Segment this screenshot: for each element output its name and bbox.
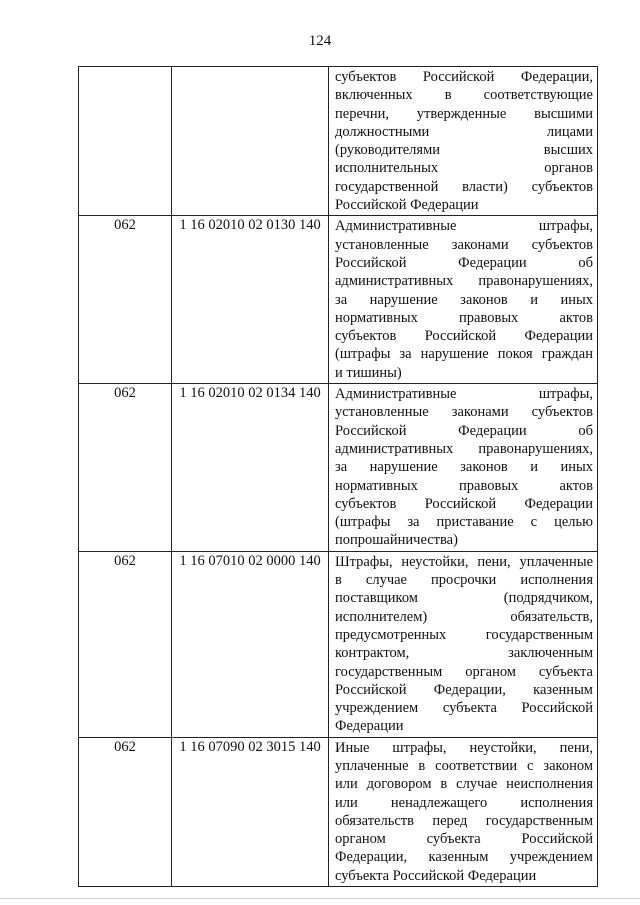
description-line: Иные штрафы, неустойки, пени, bbox=[335, 739, 593, 756]
description-line: поставщиком (подрядчиком, bbox=[335, 590, 593, 607]
description-line: за нарушение законов и иных bbox=[335, 291, 593, 308]
description-line: Российской Федерации об bbox=[335, 422, 593, 439]
description-line: (руководителями высших bbox=[335, 142, 593, 159]
description-line: административных правонарушениях, bbox=[335, 273, 593, 290]
income-description-cell bbox=[329, 216, 598, 384]
income-description bbox=[329, 384, 597, 551]
description-line: Федерации bbox=[335, 718, 404, 735]
description-line: субъектов Российской Федерации bbox=[335, 495, 593, 512]
description-line: субъектов Российской Федерации, bbox=[335, 69, 593, 85]
page-bottom-edge bbox=[0, 898, 640, 899]
description-line: (штрафы за приставание с целью bbox=[335, 514, 593, 531]
description-line: установленные законами субъектов bbox=[335, 404, 593, 421]
description-line: за нарушение законов и иных bbox=[335, 459, 593, 476]
description-line: обязательств перед государственным bbox=[335, 812, 593, 829]
description-line: исполнителем) обязательств, bbox=[335, 608, 593, 625]
description-line: Федерации, казенным учреждением bbox=[335, 849, 593, 866]
admin-code-cell: 062 bbox=[79, 551, 172, 737]
description-line: государственным органом субъекта bbox=[335, 663, 593, 680]
budget-classification-code-cell bbox=[172, 67, 329, 216]
budget-classification-code-cell: 1 16 07010 02 0000 140 bbox=[172, 551, 329, 737]
description-line: Российской Федерации bbox=[335, 197, 479, 214]
budget-classification-code-cell: 1 16 02010 02 0134 140 bbox=[172, 384, 329, 552]
description-line: нормативных правовых актов bbox=[335, 477, 593, 494]
income-description-cell bbox=[329, 384, 598, 552]
income-description bbox=[329, 216, 597, 383]
table-row bbox=[79, 67, 598, 216]
description-line: (штрафы за нарушение покоя граждан bbox=[335, 346, 593, 363]
description-line: должностными лицами bbox=[335, 123, 593, 140]
description-line: или ненадлежащего исполнения bbox=[335, 794, 593, 811]
income-description-cell bbox=[329, 737, 598, 886]
income-description-cell bbox=[329, 67, 598, 216]
table-row bbox=[79, 384, 598, 552]
income-description bbox=[329, 738, 597, 886]
description-line: и тишины) bbox=[335, 364, 402, 381]
description-line: Штрафы, неустойки, пени, уплаченные bbox=[335, 553, 593, 570]
admin-code-cell: 062 bbox=[79, 384, 172, 552]
description-line: Административные штрафы, bbox=[335, 218, 593, 235]
admin-code-cell bbox=[79, 67, 172, 216]
description-line: установленные законами субъектов bbox=[335, 236, 593, 253]
admin-code-cell: 062 bbox=[79, 737, 172, 886]
description-line: нормативных правовых актов bbox=[335, 309, 593, 326]
description-line: предусмотренных государственным bbox=[335, 626, 593, 643]
income-description bbox=[329, 552, 597, 737]
description-line: субъектов Российской Федерации bbox=[335, 328, 593, 345]
description-line: субъекта Российской Федерации bbox=[335, 867, 537, 884]
description-line: в случае просрочки исполнения bbox=[335, 572, 593, 589]
description-line: исполнительных органов bbox=[335, 160, 593, 177]
income-description-cell bbox=[329, 551, 598, 737]
description-line: попрошайничества) bbox=[335, 532, 458, 549]
table-row bbox=[79, 737, 598, 886]
description-line: Административные штрафы, bbox=[335, 386, 593, 403]
table-row bbox=[79, 216, 598, 384]
description-line: Российской Федерации об bbox=[335, 254, 593, 271]
table-row bbox=[79, 551, 598, 737]
table-body bbox=[79, 67, 598, 887]
budget-classification-code-cell: 1 16 07090 02 3015 140 bbox=[172, 737, 329, 886]
income-description bbox=[329, 67, 597, 215]
description-line: или договором в случае неисполнения bbox=[335, 776, 593, 793]
description-line: контрактом, заключенным bbox=[335, 645, 593, 662]
description-line: административных правонарушениях, bbox=[335, 440, 593, 457]
admin-code-cell: 062 bbox=[79, 216, 172, 384]
description-line: государственной власти) субъектов bbox=[335, 178, 593, 195]
description-line: перечни, утвержденные высшими bbox=[335, 105, 593, 122]
income-codes-table bbox=[78, 66, 598, 887]
description-line: уплаченные в соответствии с законом bbox=[335, 757, 593, 774]
description-line: включенных в соответствующие bbox=[335, 87, 593, 104]
page-number: 124 bbox=[308, 33, 332, 49]
description-line: Российской Федерации, казенным bbox=[335, 681, 593, 698]
description-line: учреждением субъекта Российской bbox=[335, 700, 593, 717]
budget-classification-code-cell: 1 16 02010 02 0130 140 bbox=[172, 216, 329, 384]
description-line: органом субъекта Российской bbox=[335, 831, 593, 848]
